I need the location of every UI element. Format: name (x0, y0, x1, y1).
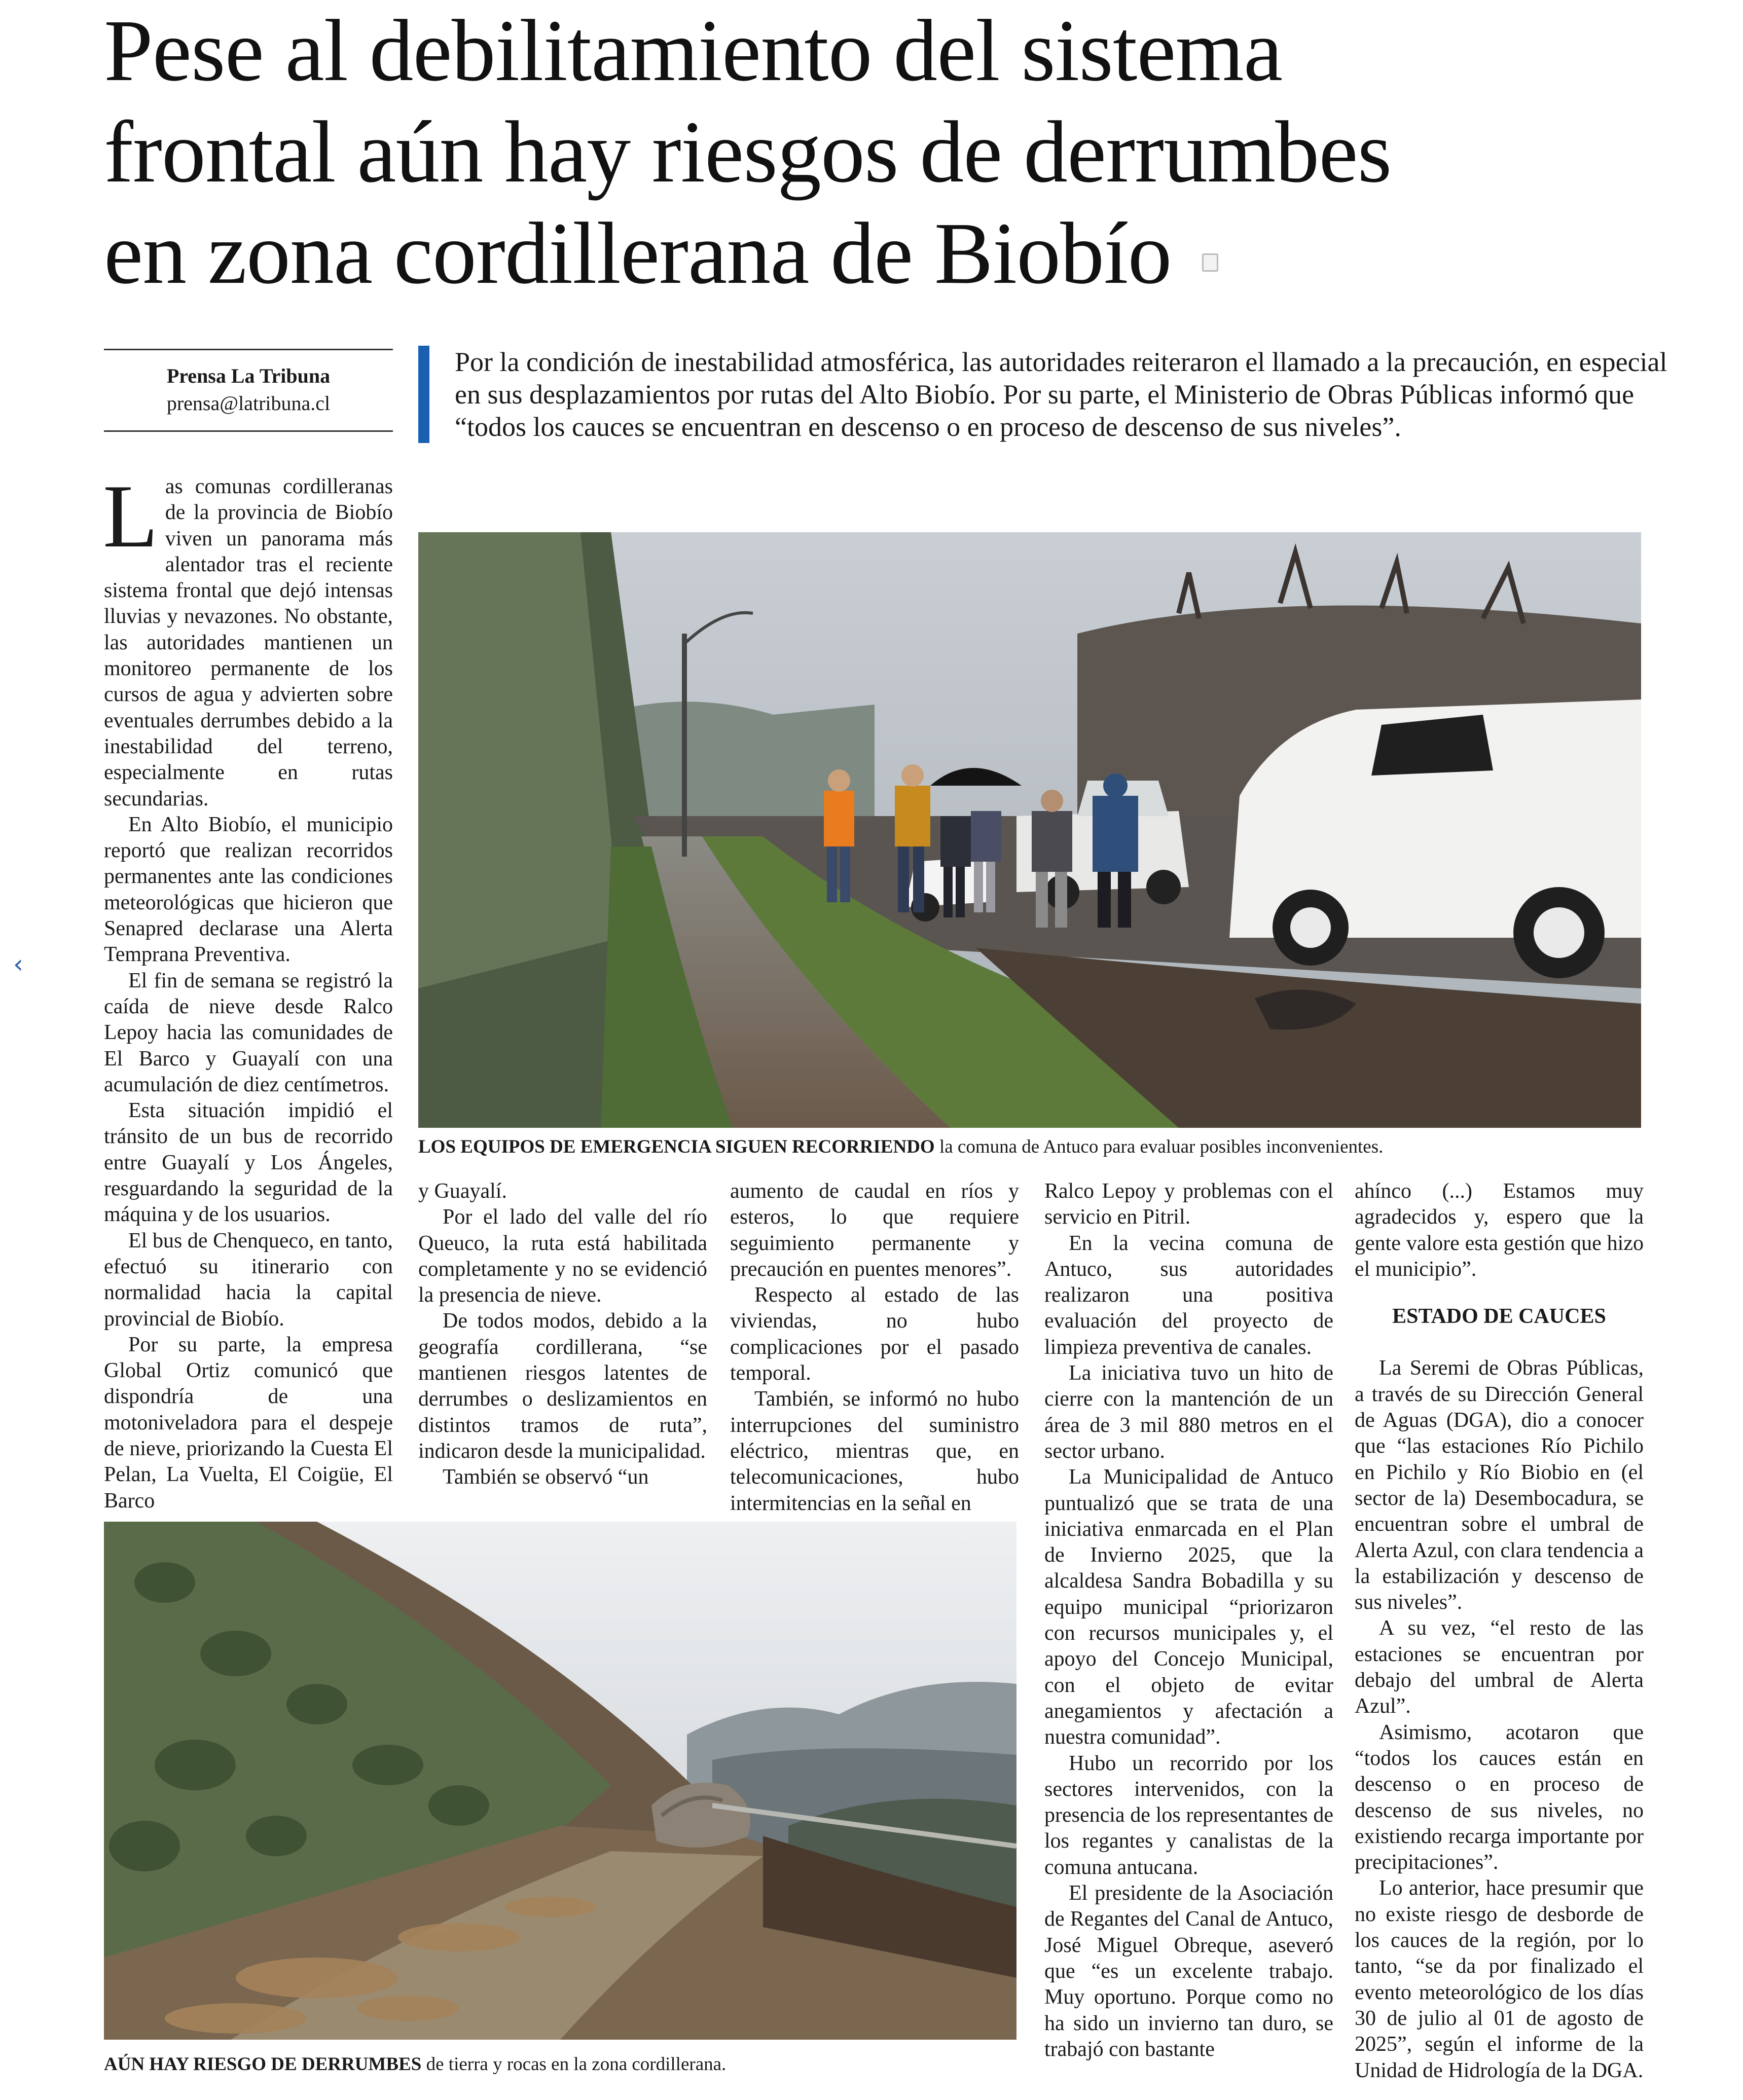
article-headline (104, 0, 1665, 304)
caption1-rest: la comuna de Antuco para evaluar posibles inconvenientes. (934, 1136, 1384, 1157)
photo-emergency-team (418, 532, 1641, 1128)
col4-para-4: La Municipalidad de Antuco puntualizó que se trata de una iniciativa enmarcada en el Plan de Invierno 2025, que la alcaldesa Sandra Bobadilla y su equipo municipal “priorizaron con recursos municipales y, el apoyo del Concejo Municipal, con el objeto de evitar anegamientos y afectación a nuestra comunidad”. (1044, 1465, 1333, 1749)
col4-para-5: Hubo un recorrido por los sectores intervenidos, con la presencia de los representantes de los regantes y canalistas de la comuna antucana. (1044, 1751, 1333, 1879)
col5-para-5: Lo anterior, hace presumir que no existe riesgo de desborde de los cauces de la región, por lo tanto, “se da por finalizado el evento meteorológico de los días 30 de julio al 01 de agosto de 2025”, según el informe de la Unidad de Hidrología de la DGA. (1355, 1876, 1644, 2082)
caption2-bold: AÚN HAY RIESGO DE DERRUMBES (104, 2054, 422, 2075)
photo-landslide-road (104, 1522, 1016, 2040)
headline-line-3 (104, 203, 1665, 304)
col4-para-1: Ralco Lepoy y problemas con el servicio en Pitril. (1044, 1180, 1333, 1229)
byline (104, 349, 393, 432)
previous-page-arrow-icon[interactable]: ‹ (13, 949, 23, 979)
caption1-bold: LOS EQUIPOS DE EMERGENCIA SIGUEN RECORRIENDO (418, 1136, 935, 1157)
photo-emergency-team-caption (418, 1135, 1383, 1159)
caption2-rest: de tierra y rocas en la zona cordillerana. (421, 2054, 727, 2075)
col2-para-3: De todos modos, debido a la geografía cordillerana, “se mantienen riesgos latentes de derrumbes o deslizamientos en distintos tramos de ruta”, indicaron desde la municipalidad. (418, 1309, 707, 1463)
col2-para-2: Por el lado del valle del río Queuco, la ruta está habilitada completamente y no se evidenció la presencia de nieve. (418, 1205, 707, 1307)
col2-para-1: y Guayalí. (418, 1180, 507, 1203)
col4-para-2: En la vecina comuna de Antuco, sus autoridades realizaron una positiva evaluación del proyecto de limpieza preventiva de canales. (1044, 1231, 1333, 1359)
photo-emergency-team-image (418, 532, 1641, 1128)
comment-icon[interactable] (1202, 253, 1218, 272)
photo-landslide-road-image (104, 1522, 1016, 2040)
col1-para-3: El fin de semana se registró la caída de nieve desde Ralco Lepoy hacia las comunidades de El Barco y Guayalí con una acumulación de diez centímetros. (104, 969, 393, 1096)
photo-landslide-caption (104, 2053, 726, 2076)
byline-author: Prensa La Tribuna (166, 364, 331, 387)
col3-para-3: También, se informó no hubo interrupciones del suministro eléctrico, mientras que, en telecomunicaciones, hubo intermitencias en la señal en (730, 1387, 1019, 1515)
col1-para-1 (103, 466, 393, 812)
headline-line-2: frontal aún hay riesgos de derrumbes (104, 103, 1392, 201)
col1-para-4: Esta situación impidió el tránsito de un bus de recorrido entre Guayalí y Los Ángeles, resguardando la seguridad de la máquina y de los usuarios. (104, 1099, 393, 1227)
col4-para-6: El presidente de la Asociación de Regantes del Canal de Antuco, José Miguel Obreque, aseveró que “es un excelente trabajo. Muy oportuno. Porque como no ha sido un invierno tan duro, se trabajó con bastante (1044, 1882, 1333, 2061)
article-column-5 (1355, 1178, 1644, 2084)
headline-line-3-text: en zona cordillerana de Biobío (104, 204, 1172, 302)
headline-line-1: Pese al debilitamiento del sistema (104, 2, 1283, 99)
col4-para-3: La iniciativa tuvo un hito de cierre con la mantención de un área de 3 mil 880 metros en el sector urbano. (1044, 1361, 1333, 1463)
col5-para-3: A su vez, “el resto de las estaciones se encuentran por debajo del umbral de Alerta Azul”. (1355, 1616, 1644, 1718)
col5-para-4: Asimismo, acotaron que “todos los cauces están en descenso o en proceso de descenso de sus niveles, no existiendo recarga importante por precipitaciones”. (1355, 1720, 1644, 1874)
col1-para-1-text: as comunas cordilleranas de la provincia de Biobío viven un panorama más alentador tras el reciente sistema frontal que dejó intensas lluvias y nevazones. No obstante, las autoridades mantienen un monitoreo permanente de los cursos de agua y advierten sobre eventuales derrumbes debido a la inestabilidad del terreno, especialmente en rutas secundarias. (104, 475, 393, 810)
col5-para-1: ahínco (...) Estamos muy agradecidos y, espero que la gente valore esta gestión que hizo el municipio”. (1355, 1180, 1644, 1281)
drop-cap: L (103, 466, 158, 566)
col1-para-5: El bus de Chenqueco, en tanto, efectuó su itinerario con normalidad hacia la capital provincial de Biobío. (104, 1229, 393, 1331)
section-subheading: ESTADO DE CAUCES (1392, 1305, 1606, 1329)
article-column-2 (418, 1178, 707, 1491)
article-column-4 (1044, 1178, 1333, 2062)
article-column-3 (730, 1178, 1019, 1517)
article-column-1 (103, 466, 393, 1514)
col1-para-6: Por su parte, la empresa Global Ortiz comunicó que dispondría de una motoniveladora para el despeje de nieve, priorizando la Cuesta El Pelan, La Vuelta, El Coigüe, El Barco (104, 1333, 393, 1513)
byline-email[interactable]: prensa@latribuna.cl (166, 392, 331, 415)
col1-para-2: En Alto Biobío, el municipio reportó que realizan recorridos permanentes ante las condiciones meteorológicas que hicieron que Senapred declarase una Alerta Temprana Preventiva. (104, 813, 393, 967)
col5-para-2: La Seremi de Obras Públicas, a través de su Dirección General de Aguas (DGA), dio a conocer que “las estaciones Río Pichilo en Pichilo y Río Biobio en (el sector de la) Desembocadura, se encuentran sobre el umbral de Alerta Azul, con clara tendencia a la estabilización y descenso de sus niveles”. (1355, 1356, 1644, 1614)
col3-para-1: aumento de caudal en ríos y esteros, lo que requiere seguimiento permanente y precaución en puentes menores”. (730, 1180, 1019, 1281)
col2-para-4: También se observó “un (443, 1465, 649, 1489)
lead-paragraph: Por la condición de inestabilidad atmosférica, las autoridades reiteraron el llamado a la precaución, en especial en sus desplazamientos por rutas del Alto Biobío. Por su parte, el Ministerio de Obras Públicas informó que “todos los cauces se encuentran en descenso o en proceso de descenso de sus niveles”. (418, 346, 1672, 443)
col3-para-2: Respecto al estado de las viviendas, no hubo complicaciones por el pasado temporal. (730, 1283, 1019, 1385)
